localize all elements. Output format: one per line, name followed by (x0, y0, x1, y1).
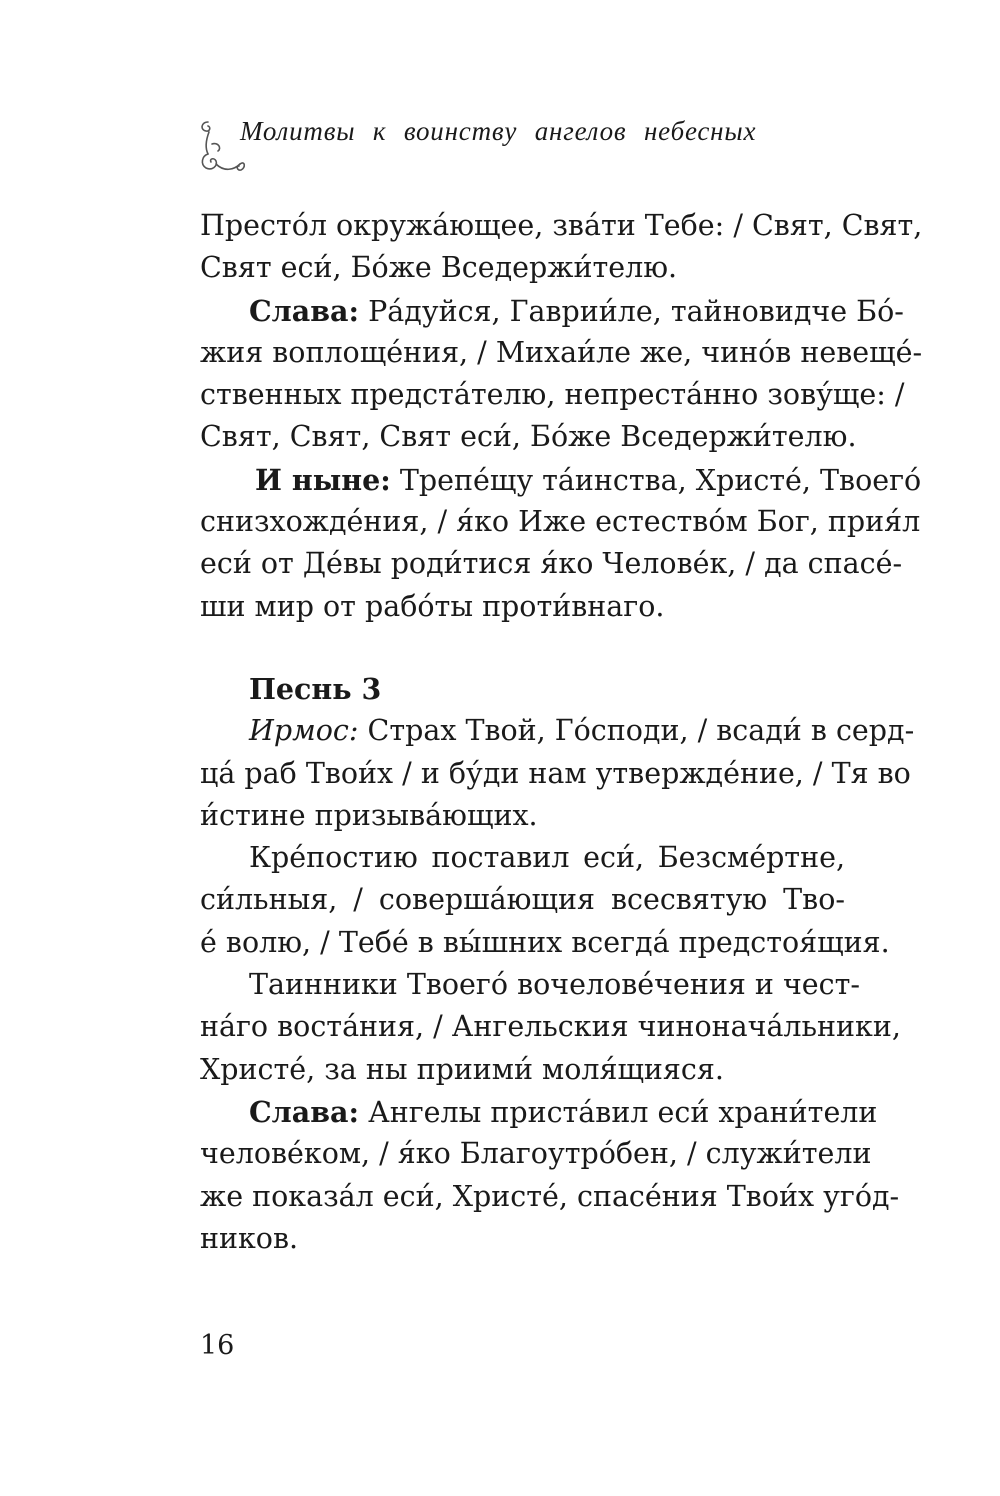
text-line: Христе́, за ны приими́ моля́щияся. (200, 1052, 724, 1086)
running-title: Молитвы к воинству ангелов небесных (240, 116, 757, 146)
running-header (196, 110, 836, 180)
text-line: ников. (200, 1221, 299, 1255)
text-line: Ирмос: Страх Твой, Го́споди, / всади́ в серд- (249, 714, 915, 748)
text-line: еси́ от Де́вы роди́тися я́ко Челове́к, / да спасе́- (200, 547, 903, 581)
section-heading: Песнь 3 (249, 671, 382, 706)
slava-label: Слава: (249, 293, 360, 328)
page-body (200, 205, 923, 1260)
text-line: Таинники Твоего́ вочелове́чения и чест- (249, 968, 861, 1002)
text-line: И ныне: Трепе́щу та́инства, Христе́, Твоего́ (255, 462, 922, 497)
i-nyne-label: И ныне: (255, 462, 391, 497)
text-line: и́стине призыва́ющих. (200, 798, 538, 832)
text-line: Престо́л окружа́ющее, зва́ти Тебе: / Свят, Свят, (200, 209, 923, 242)
text-line: Кре́постию поставил еси́, Безсме́ртне, (249, 841, 845, 875)
text-line: Слава: Ра́дуйся, Гаврии́ле, тайновидче Бо́- (249, 293, 904, 328)
text-line: жия воплоще́ния, / Михаи́ле же, чино́в невеще́- (200, 335, 923, 369)
text-line: Свят еси́, Бо́же Вседержи́телю. (200, 251, 678, 285)
irmos-label: Ирмос: (249, 714, 359, 748)
text-line: Свят, Свят, Свят еси́, Бо́же Вседержи́телю. (200, 420, 857, 454)
text-line: си́льныя, / соверша́ющия всесвятую Тво- (200, 883, 845, 917)
text-line: ца́ раб Твои́х / и бу́ди нам утвержде́ние, / Тя во (200, 756, 911, 790)
text-line: на́го воста́ния, / Ангельския чинонача́льники, (200, 1010, 901, 1044)
slava-label: Слава: (249, 1094, 360, 1129)
page-number: 16 (200, 1330, 235, 1361)
text-line: же показа́л еси́, Христе́, спасе́ния Твои́х уго́д- (200, 1179, 900, 1213)
text-line: ственных предста́телю, непреста́нно зову́ще: / (200, 378, 905, 412)
text-line: челове́ком, / я́ко Благоутро́бен, / служи́тели (200, 1137, 872, 1171)
text-line: снизхожде́ния, / я́ко Иже естество́м Бог, прия́л (200, 505, 921, 539)
text-line: е́ волю, / Тебе́ в вы́шних всегда́ предстоя́щия. (200, 925, 890, 959)
text-line: Слава: Ангелы приста́вил еси́ храни́тели (249, 1094, 878, 1129)
text-line: ши мир от рабо́ты проти́внаго. (200, 589, 665, 623)
